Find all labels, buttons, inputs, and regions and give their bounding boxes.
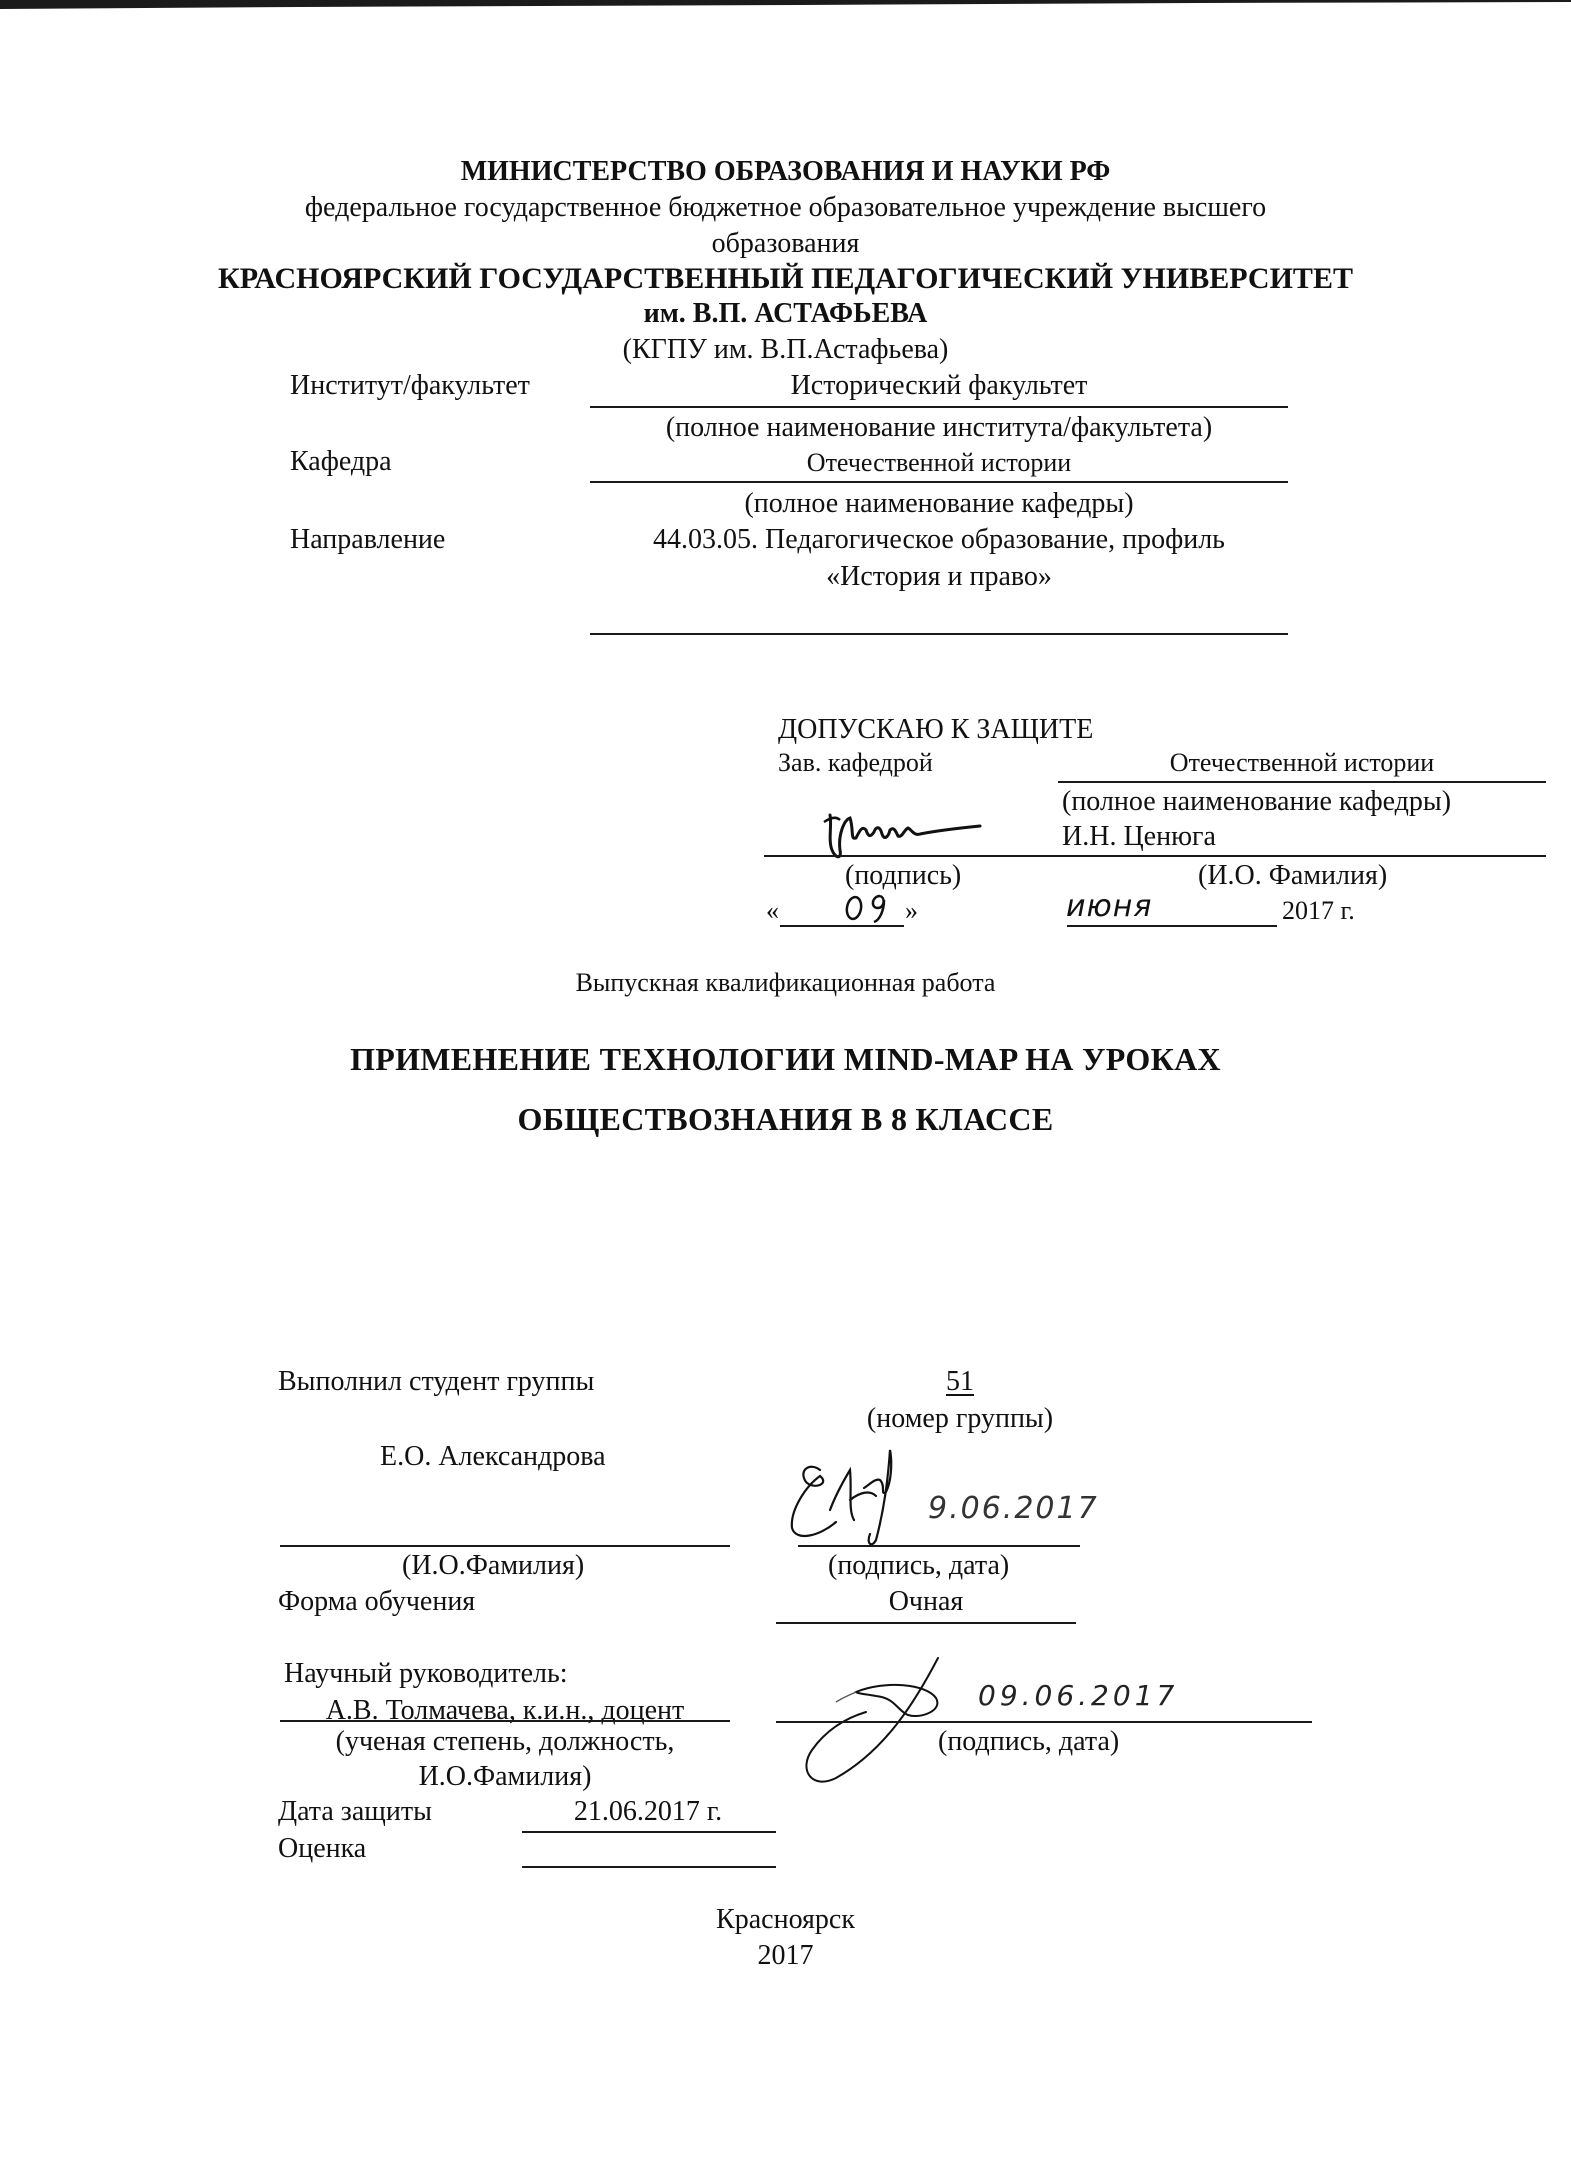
- student-group-caption: (номер группы): [866, 1403, 1054, 1434]
- approval-month-handwritten: июня: [1066, 889, 1153, 924]
- student-group: 51: [946, 1366, 974, 1397]
- defense-date-label: Дата защиты: [278, 1796, 432, 1827]
- approval-department-caption: (полное наименование кафедры): [1062, 786, 1452, 817]
- direction-value-line2: «История и право»: [826, 561, 1052, 592]
- student-label: Выполнил студент группы: [278, 1366, 595, 1397]
- scan-edge-artifact: [0, 0, 1571, 12]
- faculty-value: Исторический факультет: [790, 370, 1088, 401]
- head-of-department-label: Зав. кафедрой: [778, 748, 933, 777]
- direction-label: Направление: [290, 524, 446, 555]
- university-name-line2: им. В.П. АСТАФЬЕВА: [643, 298, 928, 329]
- defense-date-rule: [522, 1831, 776, 1833]
- grade-label: Оценка: [278, 1833, 367, 1864]
- grade-rule: [522, 1866, 776, 1868]
- study-form-label: Форма обучения: [278, 1586, 476, 1617]
- study-form-rule: [776, 1622, 1076, 1624]
- quote-close: »: [905, 896, 918, 925]
- footer-year: 2017: [757, 1940, 814, 1971]
- footer-city: Красноярск: [716, 1904, 855, 1935]
- name-caption: (И.О. Фамилия): [1198, 860, 1388, 891]
- approval-department-rule: [1058, 781, 1546, 783]
- faculty-caption: (полное наименование института/факультета): [665, 412, 1213, 443]
- university-short-name: (КГПУ им. В.П.Астафьева): [622, 334, 949, 365]
- defense-date-value: 21.06.2017 г.: [573, 1796, 723, 1827]
- student-name-rule: [280, 1545, 730, 1547]
- head-name: И.Н. Ценюга: [1062, 821, 1216, 852]
- advisor-rule: [280, 1720, 730, 1722]
- work-title-line2: ОБЩЕСТВОЗНАНИЯ В 8 КЛАССЕ: [517, 1101, 1054, 1137]
- advisor-caption-line1: (ученая степень, должность,: [335, 1726, 675, 1757]
- department-label: Кафедра: [290, 446, 392, 477]
- work-title-line1: ПРИМЕНЕНИЕ ТЕХНОЛОГИИ MIND-MAP НА УРОКАХ: [350, 1041, 1221, 1077]
- student-name-caption: (И.О.Фамилия): [402, 1550, 585, 1581]
- faculty-rule: [590, 406, 1288, 408]
- direction-rule: [590, 633, 1288, 635]
- advisor-value: А.В. Толмачева, к.и.н., доцент: [325, 1695, 685, 1726]
- approval-month-rule: [1067, 925, 1277, 927]
- approval-day-rule: [780, 925, 904, 927]
- student-name: Е.О. Александрова: [380, 1441, 606, 1472]
- student-signature-rule: [798, 1545, 1080, 1547]
- advisor-label: Научный руководитель:: [284, 1658, 568, 1689]
- approval-heading: ДОПУСКАЮ К ЗАЩИТЕ: [778, 714, 1094, 745]
- study-form-value: Очная: [888, 1586, 964, 1617]
- department-value: Отечественной истории: [806, 448, 1072, 477]
- department-rule: [590, 481, 1288, 483]
- signature-caption: (подпись): [845, 860, 962, 891]
- approval-department-value: Отечественной истории: [1169, 748, 1435, 777]
- approval-year: 2017 г.: [1282, 896, 1355, 925]
- student-signature: [780, 1440, 910, 1555]
- department-caption: (полное наименование кафедры): [744, 488, 1134, 519]
- student-signature-caption: (подпись, дата): [828, 1550, 1010, 1581]
- faculty-label: Институт/факультет: [290, 370, 530, 401]
- institution-type-line1: федеральное государственное бюджетное образовательное учреждение высшего: [304, 192, 1267, 223]
- direction-value-line1: 44.03.05. Педагогическое образование, профиль: [653, 524, 1225, 555]
- advisor-signature-rule: [776, 1721, 1312, 1723]
- quote-open: «: [766, 896, 779, 925]
- institution-type-line2: образования: [711, 228, 860, 259]
- advisor-signature-caption: (подпись, дата): [938, 1726, 1120, 1757]
- advisor-signature-date-handwritten: 09.06.2017: [978, 1679, 1179, 1712]
- ministry-heading: МИНИСТЕРСТВО ОБРАЗОВАНИЯ И НАУКИ РФ: [460, 156, 1111, 187]
- head-signature-rule: [764, 855, 1546, 857]
- work-type: Выпускная квалификационная работа: [575, 968, 996, 997]
- student-signature-date-handwritten: 9.06.2017: [928, 1491, 1099, 1526]
- university-name-line1: КРАСНОЯРСКИЙ ГОСУДАРСТВЕННЫЙ ПЕДАГОГИЧЕСКИЙ УНИВЕРСИТЕТ: [218, 262, 1353, 295]
- advisor-caption-line2: И.О.Фамилия): [418, 1761, 592, 1792]
